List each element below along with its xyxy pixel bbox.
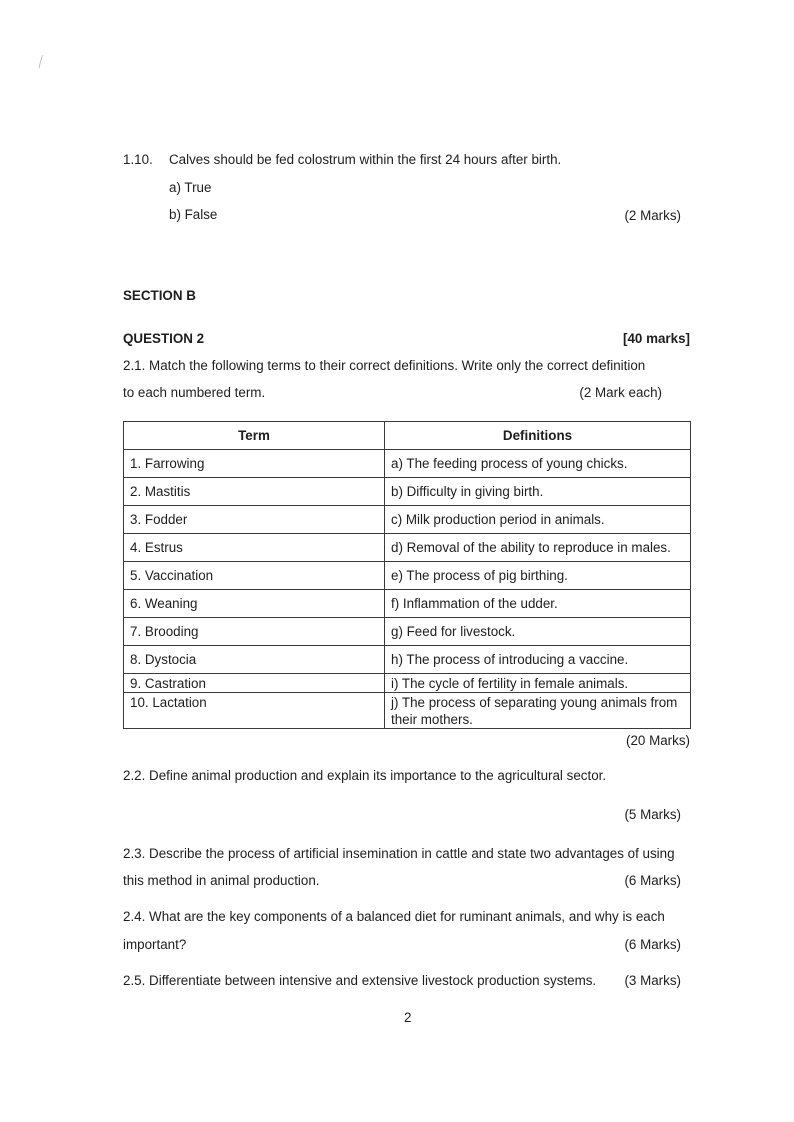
page-number: 2 — [404, 1010, 412, 1025]
table-row — [124, 674, 691, 693]
table-row — [124, 534, 691, 562]
header-term: Term — [124, 422, 385, 450]
matching-table — [123, 421, 691, 729]
option-a: a) True — [169, 180, 212, 195]
q2-5-marks: (3 Marks) — [624, 973, 681, 988]
definition-cell: e) The process of pig birthing. — [385, 562, 691, 590]
header-definitions: Definitions — [385, 422, 691, 450]
q2-3-line2: this method in animal production. — [123, 873, 320, 888]
q2-1-line2: to each numbered term. — [123, 385, 266, 400]
table-row — [124, 646, 691, 674]
table-row — [124, 506, 691, 534]
term-cell: 6. Weaning — [124, 590, 385, 618]
term-cell: 9. Castration — [124, 674, 385, 693]
term-cell: 2. Mastitis — [124, 478, 385, 506]
q2-5-text: 2.5. Differentiate between intensive and extensive livestock production systems. — [123, 973, 597, 988]
table-row — [124, 590, 691, 618]
table-row — [124, 618, 691, 646]
table-header-row — [124, 422, 691, 450]
q2-1-total-marks: (20 Marks) — [626, 733, 690, 748]
term-cell: 5. Vaccination — [124, 562, 385, 590]
definition-cell: f) Inflammation of the udder. — [385, 590, 691, 618]
q2-3-marks: (6 Marks) — [624, 873, 681, 888]
q2-3-line1: 2.3. Describe the process of artificial insemination in cattle and state two advantages of using — [123, 846, 675, 861]
section-title: SECTION B — [123, 288, 196, 303]
term-cell: 4. Estrus — [124, 534, 385, 562]
term-cell: 1. Farrowing — [124, 450, 385, 478]
definition-cell: i) The cycle of fertility in female animals. — [385, 674, 691, 693]
table-row — [124, 562, 691, 590]
definition-cell: a) The feeding process of young chicks. — [385, 450, 691, 478]
q2-1-marks-each: (2 Mark each) — [579, 385, 662, 400]
marks-1-10: (2 Marks) — [624, 208, 681, 223]
term-cell: 8. Dystocia — [124, 646, 385, 674]
q2-2-marks: (5 Marks) — [624, 807, 681, 822]
definition-cell: h) The process of introducing a vaccine. — [385, 646, 691, 674]
q2-4-line1: 2.4. What are the key components of a balanced diet for ruminant animals, and why is each — [123, 909, 665, 924]
scan-artifact — [38, 55, 45, 70]
table-row — [124, 693, 691, 729]
table-row — [124, 450, 691, 478]
question-2-marks: [40 marks] — [623, 331, 690, 346]
term-cell: 7. Brooding — [124, 618, 385, 646]
definition-cell: j) The process of separating young animals from their mothers. — [385, 693, 691, 729]
question-number-1-10: 1.10. — [123, 152, 153, 167]
definition-cell: d) Removal of the ability to reproduce in males. — [385, 534, 691, 562]
q2-2-text: 2.2. Define animal production and explain its importance to the agricultural sector. — [123, 768, 607, 783]
definition-cell: b) Difficulty in giving birth. — [385, 478, 691, 506]
option-b: b) False — [169, 207, 218, 222]
table-row — [124, 478, 691, 506]
term-cell: 10. Lactation — [124, 693, 385, 729]
question-text-1-10: Calves should be fed colostrum within the first 24 hours after birth. — [169, 152, 562, 167]
definition-cell: c) Milk production period in animals. — [385, 506, 691, 534]
q2-1-line1: 2.1. Match the following terms to their correct definitions. Write only the correct definition — [123, 358, 646, 373]
question-2-title: QUESTION 2 — [123, 331, 205, 346]
definition-cell: g) Feed for livestock. — [385, 618, 691, 646]
q2-4-marks: (6 Marks) — [624, 937, 681, 952]
term-cell: 3. Fodder — [124, 506, 385, 534]
q2-4-line2: important? — [123, 937, 187, 952]
